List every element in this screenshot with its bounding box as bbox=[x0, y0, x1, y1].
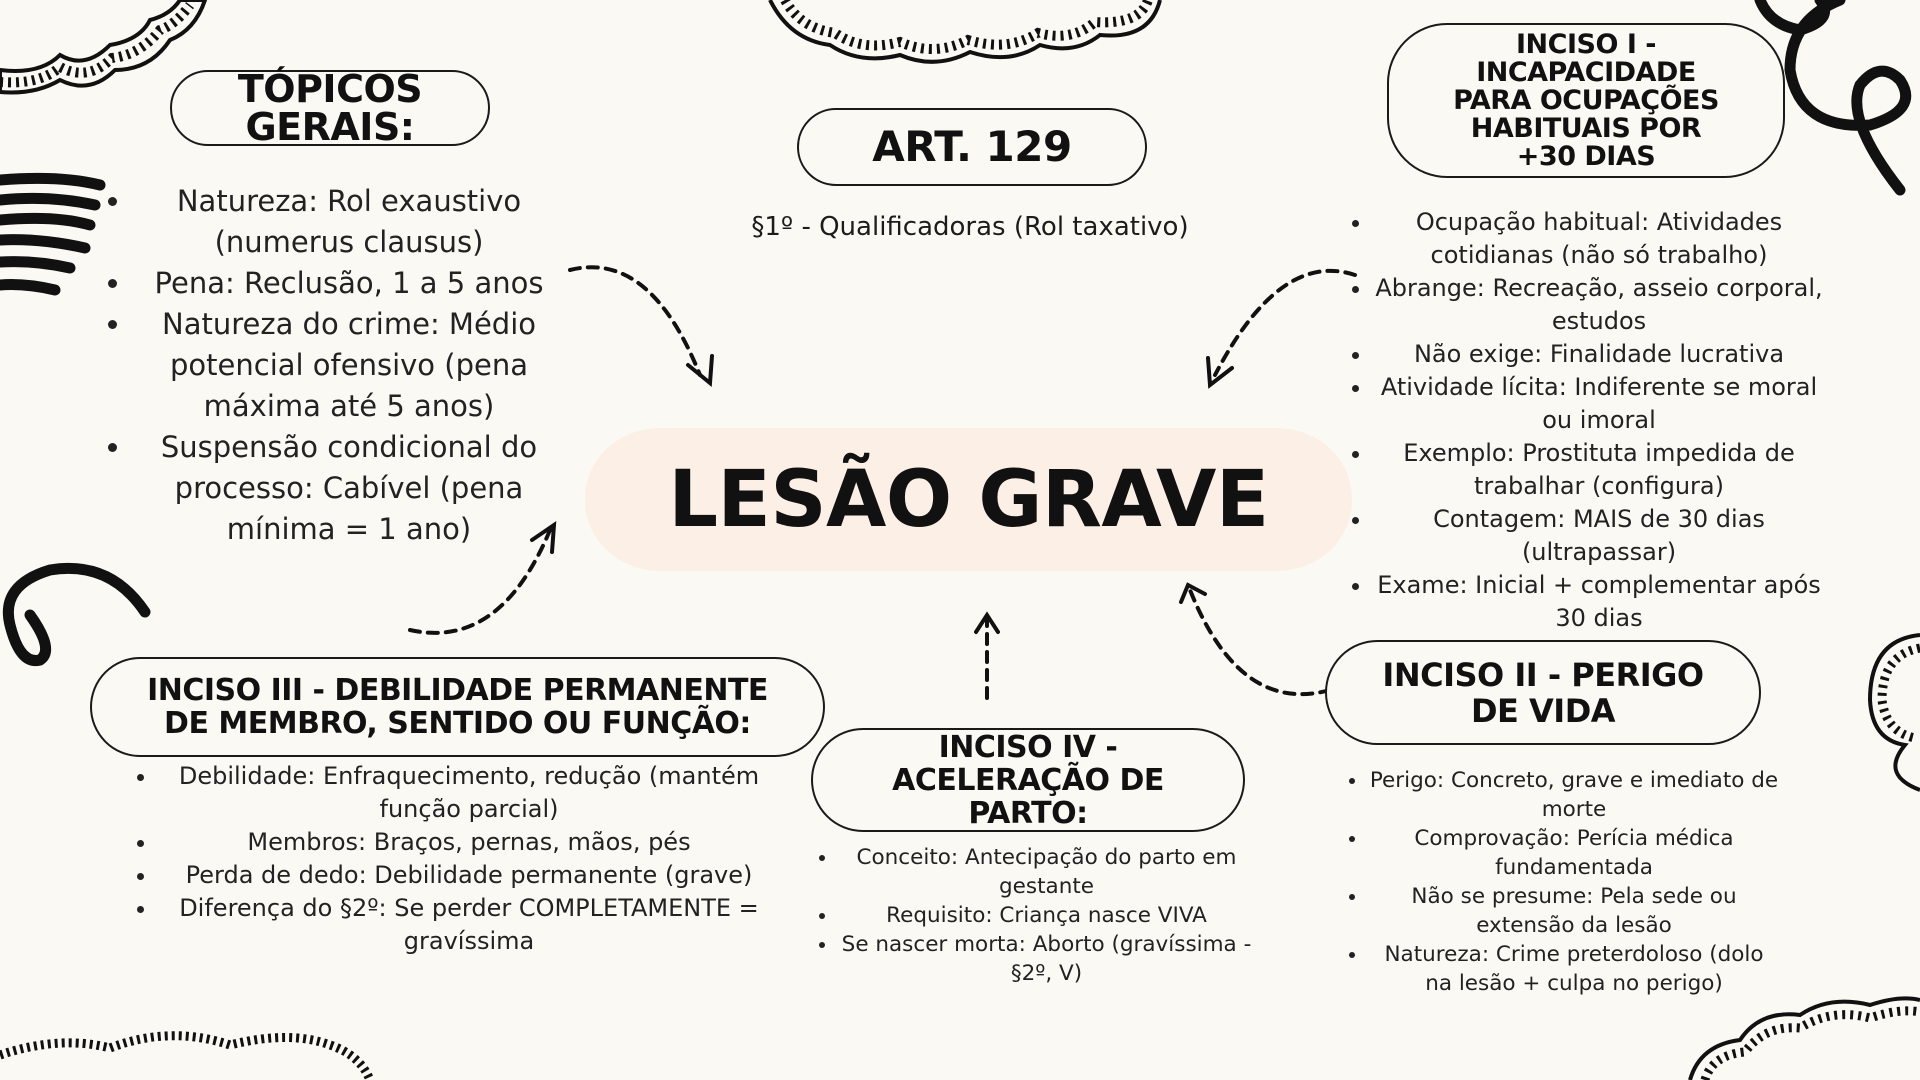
list-item: • Exemplo: Prostituta impedida de trabalhar (configura) bbox=[1373, 437, 1825, 503]
inciso-iv-list bbox=[810, 843, 1255, 988]
list-item: • Pena: Reclusão, 1 a 5 anos bbox=[133, 263, 565, 304]
main-title: LESÃO GRAVE bbox=[668, 454, 1269, 545]
article-title: ART. 129 bbox=[872, 122, 1072, 171]
inciso-iii-pill bbox=[90, 657, 825, 757]
article-subtitle: §1º - Qualificadoras (Rol taxativo) bbox=[751, 212, 1189, 242]
list-item: • Perigo: Concreto, grave e imediato de morte bbox=[1368, 766, 1780, 824]
list-item: • Se nascer morta: Aborto (gravíssima - §2º, V) bbox=[838, 930, 1255, 988]
list-item: • Natureza: Rol exaustivo (numerus clausus) bbox=[133, 181, 565, 263]
list-item: • Debilidade: Enfraquecimento, redução (mantém função parcial) bbox=[158, 760, 780, 826]
list-item: • Não se presume: Pela sede ou extensão da lesão bbox=[1368, 882, 1780, 940]
topicos-gerais-title: TÓPICOS GERAIS: bbox=[237, 67, 423, 149]
list-item: • Ocupação habitual: Atividades cotidianas (não só trabalho) bbox=[1373, 206, 1825, 272]
inciso-i-title: INCISO I - INCAPACIDADE PARA OCUPAÇÕES HABITUAIS POR +30 DIAS bbox=[1453, 28, 1719, 172]
inciso-ii-pill bbox=[1325, 640, 1761, 745]
list-item: • Requisito: Criança nasce VIVA bbox=[838, 901, 1255, 930]
inciso-ii-list bbox=[1340, 766, 1780, 998]
inciso-i-list bbox=[1345, 206, 1825, 635]
topicos-gerais-list bbox=[105, 181, 565, 550]
list-item: • Comprovação: Perícia médica fundamentada bbox=[1368, 824, 1780, 882]
list-item: • Diferença do §2º: Se perder COMPLETAMENTE = gravíssima bbox=[158, 892, 780, 958]
list-item: • Perda de dedo: Debilidade permanente (grave) bbox=[158, 859, 780, 892]
list-item: • Natureza: Crime preterdoloso (dolo na lesão + culpa no perigo) bbox=[1368, 940, 1780, 998]
list-item: • Não exige: Finalidade lucrativa bbox=[1373, 338, 1825, 371]
list-item: • Atividade lícita: Indiferente se moral ou imoral bbox=[1373, 371, 1825, 437]
inciso-iv-pill bbox=[811, 728, 1245, 832]
topicos-gerais-pill bbox=[170, 67, 490, 149]
list-item: • Abrange: Recreação, asseio corporal, estudos bbox=[1373, 272, 1825, 338]
list-item: • Suspensão condicional do processo: Cabível (pena mínima = 1 ano) bbox=[133, 427, 565, 550]
inciso-i-pill bbox=[1387, 23, 1785, 178]
inciso-iii-list bbox=[130, 760, 780, 958]
list-item: • Contagem: MAIS de 30 dias (ultrapassar) bbox=[1373, 503, 1825, 569]
list-item: • Natureza do crime: Médio potencial ofensivo (pena máxima até 5 anos) bbox=[133, 304, 565, 427]
inciso-iii-title: INCISO III - DEBILIDADE PERMANENTE DE MEMBRO, SENTIDO OU FUNÇÃO: bbox=[147, 673, 768, 741]
list-item: • Exame: Inicial + complementar após 30 dias bbox=[1373, 569, 1825, 635]
list-item: • Membros: Braços, pernas, mãos, pés bbox=[158, 826, 780, 859]
list-item: • Conceito: Antecipação do parto em gestante bbox=[838, 843, 1255, 901]
article-pill bbox=[797, 108, 1147, 186]
inciso-iv-title: INCISO IV - ACELERAÇÃO DE PARTO: bbox=[892, 729, 1164, 831]
main-title-blob bbox=[585, 428, 1352, 571]
inciso-ii-title: INCISO II - PERIGO DE VIDA bbox=[1382, 655, 1704, 730]
